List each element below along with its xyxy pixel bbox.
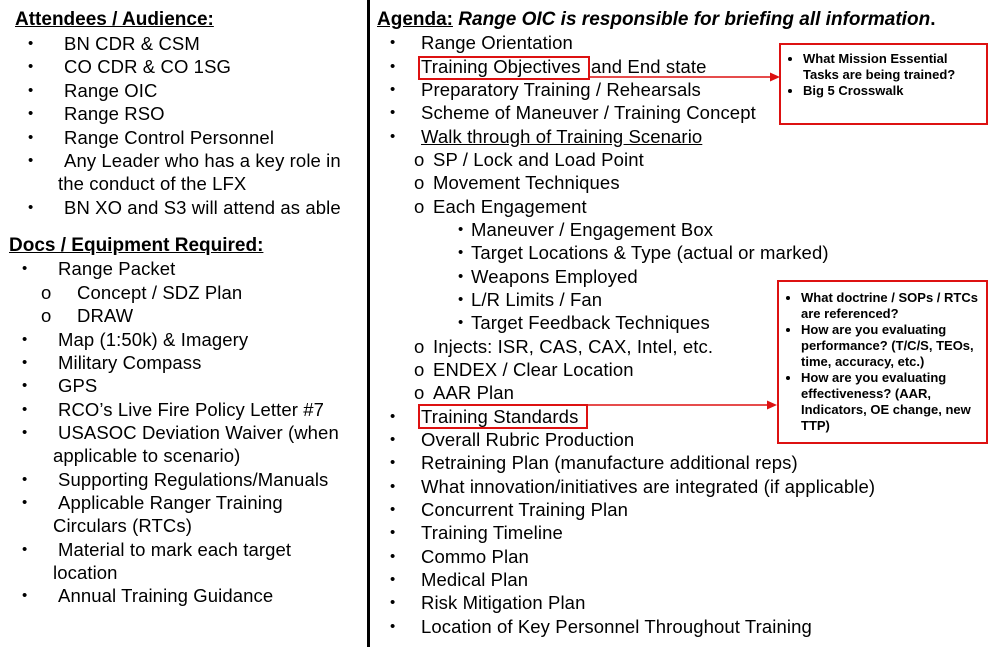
bullet: • xyxy=(28,58,34,75)
doc-item: GPS xyxy=(58,375,98,396)
agenda-subsubitem: Target Locations & Type (actual or marked) xyxy=(471,242,829,263)
bullet: • xyxy=(390,408,396,425)
doc-item-continued: applicable to scenario) xyxy=(53,445,241,466)
attendee-item: Range RSO xyxy=(64,103,165,124)
bullet: • xyxy=(22,401,28,418)
callout-item: • Big 5 Crosswalk xyxy=(803,83,982,99)
bullet: • xyxy=(28,199,34,216)
agenda-item-walkthrough: Walk through of Training Scenario xyxy=(421,126,703,147)
bullet: • xyxy=(22,260,28,277)
sub-bullet: o xyxy=(414,149,425,170)
agenda-subtitle-period: . xyxy=(930,9,936,30)
doc-item: Range Packet xyxy=(58,258,176,279)
attendee-item: CO CDR & CO 1SG xyxy=(64,56,231,77)
agenda-item-training-objectives: Training Objectives xyxy=(421,56,581,77)
bullet: • xyxy=(22,471,28,488)
doc-item: Supporting Regulations/Manuals xyxy=(58,469,329,490)
agenda-item: Concurrent Training Plan xyxy=(421,499,629,520)
bullet: • xyxy=(458,268,464,285)
sub-bullet: o xyxy=(414,336,425,357)
doc-item: Military Compass xyxy=(58,352,202,373)
callout-item: • How are you evaluating performance? (T/C/S, TEOs, time, accuracy, etc.) xyxy=(801,322,982,370)
bullet: • xyxy=(22,424,28,441)
agenda-item: Location of Key Personnel Throughout Training xyxy=(421,616,812,637)
bullet: • xyxy=(458,221,464,238)
bullet: • xyxy=(22,331,28,348)
bullet: • xyxy=(22,541,28,558)
attendee-item: BN XO and S3 will attend as able xyxy=(64,197,341,218)
agenda-subitem: Injects: ISR, CAS, CAX, Intel, etc. xyxy=(433,336,714,357)
agenda-subsubitem: Weapons Employed xyxy=(471,266,638,287)
agenda-subsubitem: L/R Limits / Fan xyxy=(471,289,603,310)
doc-item: Annual Training Guidance xyxy=(58,585,274,606)
agenda-subitem: Movement Techniques xyxy=(433,172,620,193)
agenda-subsubitem: Maneuver / Engagement Box xyxy=(471,219,714,240)
bullet: • xyxy=(390,501,396,518)
doc-item: Map (1:50k) & Imagery xyxy=(58,329,249,350)
attendee-item: BN CDR & CSM xyxy=(64,33,200,54)
bullet: • xyxy=(390,594,396,611)
sub-bullet: o xyxy=(414,196,425,217)
bullet: • xyxy=(390,128,396,145)
agenda-item: Overall Rubric Production xyxy=(421,429,635,450)
agenda-item-end-state: and End state xyxy=(591,56,707,77)
attendee-item: Range OIC xyxy=(64,80,158,101)
agenda-subitem: AAR Plan xyxy=(433,382,515,403)
bullet: • xyxy=(458,244,464,261)
sub-bullet: o xyxy=(41,282,52,303)
bullet: • xyxy=(390,548,396,565)
bullet: • xyxy=(28,35,34,52)
doc-subitem: DRAW xyxy=(77,305,134,326)
sub-bullet: o xyxy=(414,359,425,380)
agenda-subitem: ENDEX / Clear Location xyxy=(433,359,634,380)
bullet: • xyxy=(22,587,28,604)
doc-item: Material to mark each target xyxy=(58,539,292,560)
bullet: • xyxy=(28,129,34,146)
bullet: • xyxy=(390,524,396,541)
sub-bullet: o xyxy=(414,172,425,193)
bullet: • xyxy=(390,104,396,121)
sub-bullet: o xyxy=(41,305,52,326)
callout-standards xyxy=(777,280,988,444)
bullet: • xyxy=(22,494,28,511)
docs-heading: Docs / Equipment Required: xyxy=(9,235,264,256)
agenda-subsubitem: Target Feedback Techniques xyxy=(471,312,710,333)
sub-bullet: o xyxy=(414,382,425,403)
doc-subitem: Concept / SDZ Plan xyxy=(77,282,243,303)
attendees-heading: Attendees / Audience: xyxy=(15,9,214,30)
bullet: • xyxy=(390,618,396,635)
bullet: • xyxy=(28,82,34,99)
agenda-item-training-standards: Training Standards xyxy=(421,406,579,427)
bullet: • xyxy=(22,354,28,371)
doc-item: RCO’s Live Fire Policy Letter #7 xyxy=(58,399,325,420)
agenda-subitem: SP / Lock and Load Point xyxy=(433,149,644,170)
callout-objectives xyxy=(779,43,988,125)
agenda-item: Retraining Plan (manufacture additional reps) xyxy=(421,452,798,473)
doc-item: USASOC Deviation Waiver (when xyxy=(58,422,339,443)
arrowhead-icon xyxy=(767,401,777,410)
agenda-subtitle: Range OIC is responsible for briefing all information xyxy=(458,9,931,30)
bullet: • xyxy=(390,431,396,448)
agenda-item: Risk Mitigation Plan xyxy=(421,592,586,613)
bullet: • xyxy=(390,571,396,588)
bullet: • xyxy=(390,34,396,51)
agenda-item: Training Timeline xyxy=(421,522,563,543)
agenda-subitem: Each Engagement xyxy=(433,196,587,217)
agenda-item: Range Orientation xyxy=(421,32,573,53)
bullet: • xyxy=(28,105,34,122)
doc-item-continued: location xyxy=(53,562,118,583)
agenda-item: Medical Plan xyxy=(421,569,529,590)
bullet: • xyxy=(390,454,396,471)
callout-item: • How are you evaluating effectiveness? (AAR, Indicators, OE change, new TTP) xyxy=(801,370,982,434)
bullet: • xyxy=(458,314,464,331)
agenda-item: Scheme of Maneuver / Training Concept xyxy=(421,102,756,123)
bullet: • xyxy=(22,377,28,394)
agenda-item: What innovation/initiatives are integrated (if applicable) xyxy=(421,476,876,497)
doc-item: Applicable Ranger Training xyxy=(58,492,283,513)
callout-item: • What Mission Essential Tasks are being trained? xyxy=(803,51,982,83)
attendee-item-continued: the conduct of the LFX xyxy=(58,173,247,194)
doc-item-continued: Circulars (RTCs) xyxy=(53,515,192,536)
bullet: • xyxy=(28,152,34,169)
agenda-item: Preparatory Training / Rehearsals xyxy=(421,79,701,100)
bullet: • xyxy=(390,478,396,495)
attendee-item: Range Control Personnel xyxy=(64,127,275,148)
agenda-item: Commo Plan xyxy=(421,546,529,567)
agenda-label: Agenda: xyxy=(377,9,453,30)
callout-item: • What doctrine / SOPs / RTCs are referenced? xyxy=(801,290,982,322)
bullet: • xyxy=(390,58,396,75)
bullet: • xyxy=(458,291,464,308)
bullet: • xyxy=(390,81,396,98)
attendee-item: Any Leader who has a key role in xyxy=(64,150,341,171)
